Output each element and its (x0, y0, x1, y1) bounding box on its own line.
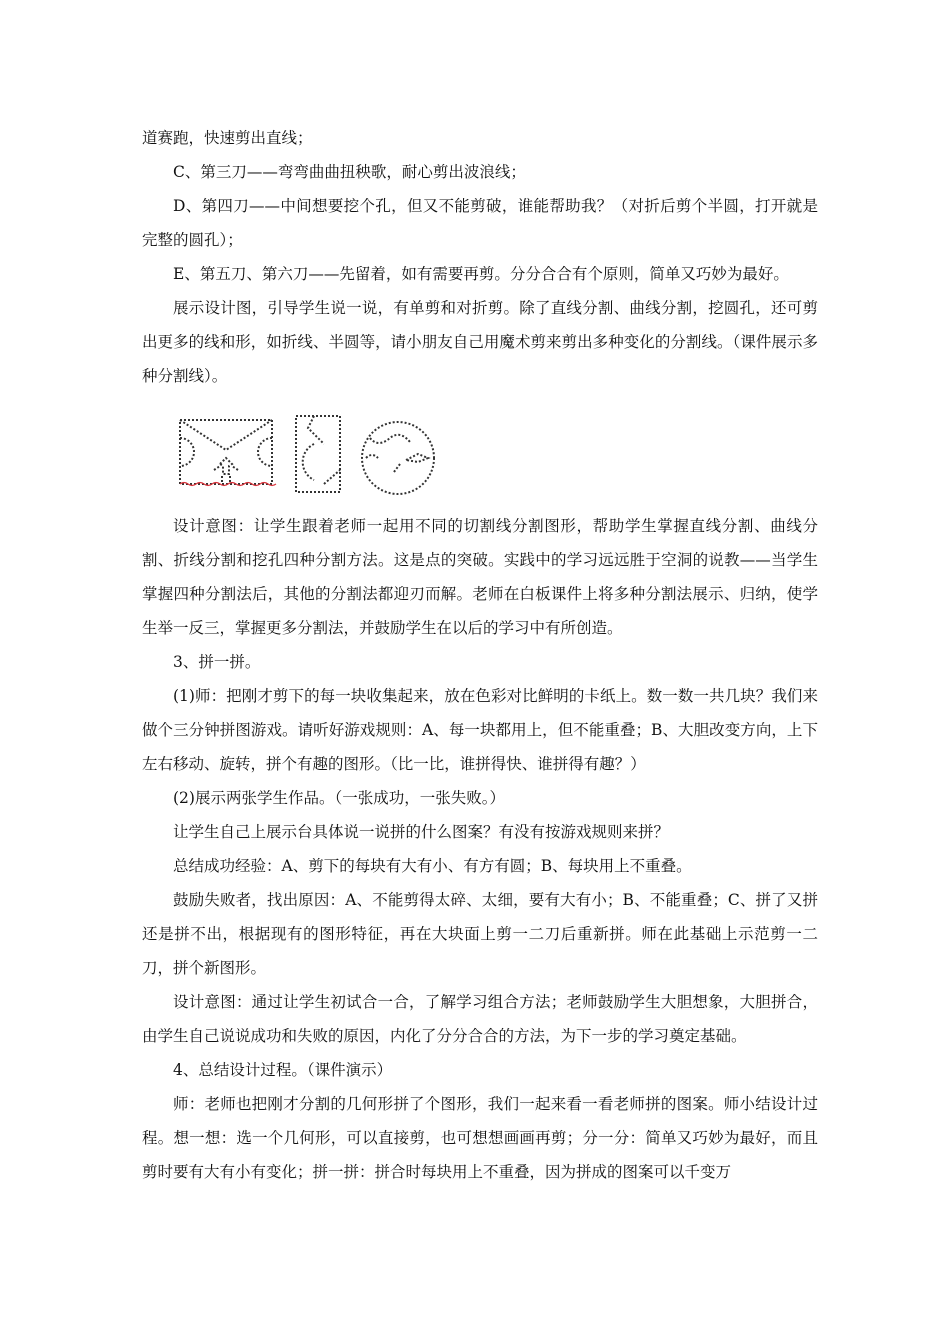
paragraph-7: 3、拼一拼。 (173, 653, 261, 671)
paragraph-3: D、第四刀——中间想要挖个孔，但又不能剪破，谁能帮助我？（对折后剪个半圆，打开就是完整的圆孔）； (142, 197, 818, 249)
circle-shape-icon (362, 422, 434, 494)
paragraph-8: (1)师：把刚才剪下的每一块收集起来，放在色彩对比鲜明的卡纸上。数一数一共几块？我们来做个三分钟拼图游戏。请听好游戏规则：A、每一块都用上，但不能重叠；B、大胆改变方向，上下左右移动、旋转，拼个有趣的图形。（比一比，谁拼得快、谁拼得有趣？） (142, 687, 818, 773)
cutting-lines-svg (174, 414, 474, 498)
paragraph-13: 设计意图：通过让学生初试合一合，了解学习组合方法；老师鼓励学生大胆想象，大胆拼合，由学生自己说说成功和失败的原因，内化了分分合合的方法，为下一步的学习奠定基础。 (142, 993, 818, 1045)
paragraph-14: 4、总结设计过程。（课件演示） (173, 1061, 393, 1079)
paragraph-9: (2)展示两张学生作品。（一张成功，一张失败。） (173, 789, 505, 807)
paragraph-15: 师：老师也把刚才分割的几何形拼了个图形，我们一起来看一看老师拼的图案。师小结设计过程。想一想：选一个几何形，可以直接剪，也可想想画画再剪；分一分：简单又巧妙为最好，而且剪时要有大有小有变化；拼一拼：拼合时每块用上不重叠，因为拼成的图案可以千变万 (142, 1095, 818, 1181)
paragraph-10: 让学生自己上展示台具体说一说拼的什么图案？有没有按游戏规则来拼？ (173, 823, 670, 841)
paragraph-4: E、第五刀、第六刀——先留着，如有需要再剪。分分合合有个原则，简单又巧妙为最好。 (173, 265, 789, 283)
paragraph-5: 展示设计图，引导学生说一说，有单剪和对折剪。除了直线分割、曲线分割，挖圆孔，还可剪出更多的线和形，如折线、半圆等，请小朋友自己用魔术剪来剪出多种变化的分割线。（课件展示多种分割线）。 (142, 299, 818, 385)
paragraph-6: 设计意图：让学生跟着老师一起用不同的切割线分割图形，帮助学生掌握直线分割、曲线分割、折线分割和挖孔四种分割方法。这是点的突破。实践中的学习远远胜于空洞的说教——当学生掌握四种分割法后，其他的分割法都迎刃而解。老师在白板课件上将多种分割法展示、归纳，使学生举一反三，掌握更多分割法，并鼓励学生在以后的学习中有所创造。 (142, 517, 818, 637)
paragraph-2: C、第三刀——弯弯曲曲扭秧歌，耐心剪出波浪线； (173, 163, 526, 181)
paragraph-11: 总结成功经验：A、剪下的每块有大有小、有方有圆；B、每块用上不重叠。 (173, 857, 692, 875)
rectangle-shape-icon (296, 416, 340, 492)
paragraph-12: 鼓励失败者，找出原因：A、不能剪得太碎、太细，要有大有小；B、不能重叠；C、拼了又拼还是拼不出，根据现有的图形特征，再在大块面上剪一二刀后重新拼。师在此基础上示范剪一二刀，拼个新图形。 (142, 891, 818, 977)
envelope-shape-icon (180, 420, 272, 484)
cutting-lines-figure (174, 414, 474, 498)
paragraph-1: 道赛跑，快速剪出直线； (142, 129, 313, 147)
